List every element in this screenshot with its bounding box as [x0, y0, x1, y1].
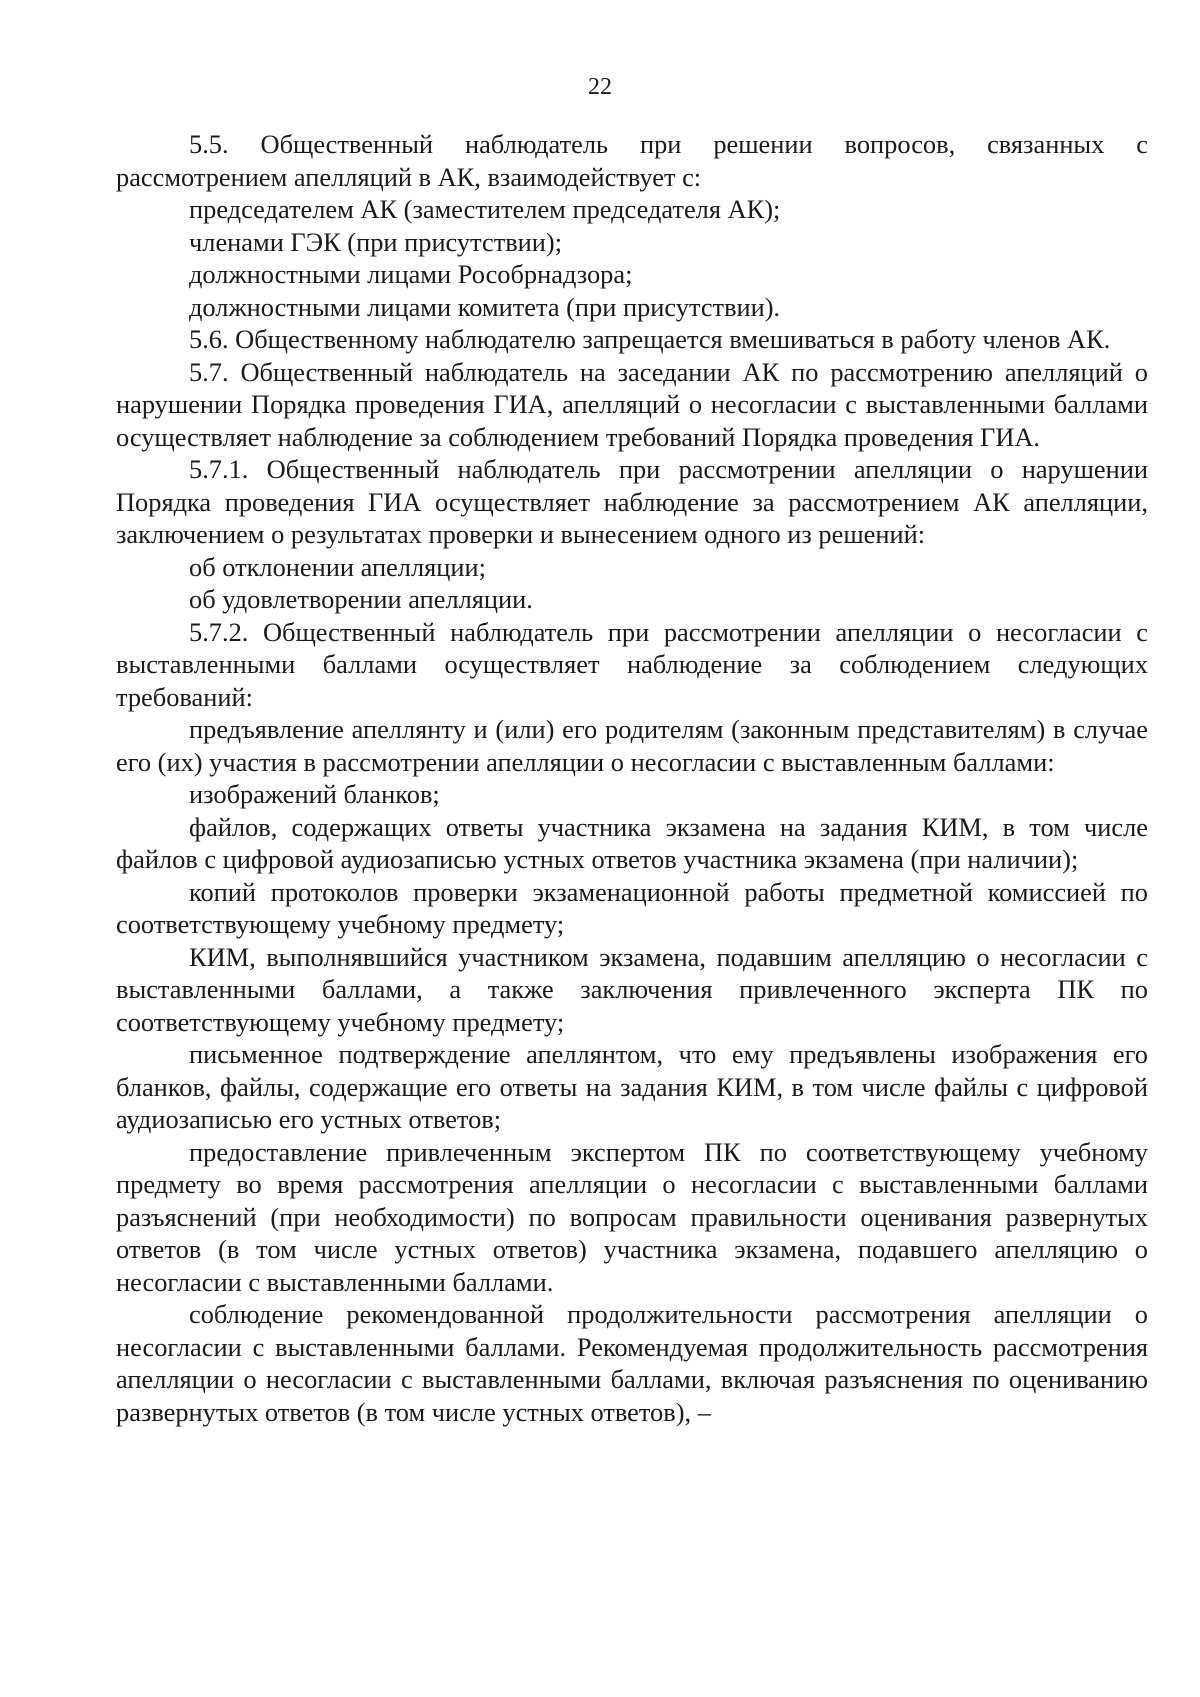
paragraph: предъявление апеллянту и (или) его родителям (законным представителям) в случае его (их) участия в рассмотрении апелляции о несогласии с выставленным баллами: [116, 714, 1148, 777]
paragraph-5-7: 5.7. Общественный наблюдатель на заседании АК по рассмотрению апелляций о нарушении Порядка проведения ГИА, апелляций о несогласии с выставленными баллами осуществляет наблюдение за соблюдением требований Порядка проведения ГИА. [116, 356, 1148, 452]
list-item: председателем АК (заместителем председателя АК); [189, 194, 781, 224]
paragraph-5-7-1: 5.7.1. Общественный наблюдатель при рассмотрении апелляции о нарушении Порядка проведения ГИА осуществляет наблюдение за рассмотрением АК апелляции, заключением о результатах проверки и вынесением одного из решений: [116, 454, 1148, 549]
paragraph: соблюдение рекомендованной продолжительности рассмотрения апелляции о несогласии с выставленными баллами. Рекомендуемая продолжительность рассмотрения апелляции о несогласии с выставленными баллами, включая разъяснения по оцениванию развернутых ответов (в том числе устных ответов), – [116, 1299, 1148, 1427]
paragraph: файлов, содержащих ответы участника экзамена на задания КИМ, в том числе файлов с цифровой аудиозаписью устных ответов участника экзамена (при наличии); [116, 811, 1148, 874]
paragraph-5-5: 5.5. Общественный наблюдатель при решении вопросов, связанных с рассмотрением апелляций в АК, взаимодействует с: [116, 129, 1148, 192]
paragraph: письменное подтверждение апеллянтом, что ему предъявлены изображения его бланков, файлы, содержащие его ответы на задания КИМ, в том числе файлы с цифровой аудиозаписью его устных ответов; [116, 1039, 1148, 1134]
paragraph: копий протоколов проверки экзаменационной работы предметной комиссией по соответствующему учебному предмету; [116, 876, 1148, 939]
list-item: должностными лицами комитета (при присутствии). [189, 291, 781, 322]
list-item: изображений бланков; [189, 779, 440, 809]
paragraph-5-7-2: 5.7.2. Общественный наблюдатель при рассмотрении апелляции о несогласии с выставленными баллами осуществляет наблюдение за соблюдением следующих требований: [116, 616, 1148, 712]
list-item: членами ГЭК (при присутствии); [189, 226, 563, 257]
paragraph: предоставление привлеченным экспертом ПК по соответствующему учебному предмету во время рассмотрения апелляции о несогласии с выставленными баллами разъяснений (при необходимости) по вопросам правильности оценивания развернутых ответов (в том числе устных ответов) участника экзамена, подавшего апелляцию о несогласии с выставленными баллами. [116, 1136, 1148, 1297]
document-body [116, 128, 1148, 1428]
list-item: об удовлетворении апелляции. [189, 584, 533, 614]
paragraph-5-6: 5.6. Общественному наблюдателю запрещается вмешиваться в работу членов АК. [189, 324, 1111, 354]
list-item: должностными лицами Рособрнадзора; [189, 259, 633, 289]
page-number: 22 [588, 74, 612, 100]
list-item: об отклонении апелляции; [189, 551, 486, 582]
paragraph: КИМ, выполнявшийся участником экзамена, подавшим апелляцию о несогласии с выставленными баллами, а также заключения привлеченного эксперта ПК по соответствующему учебному предмету; [116, 941, 1148, 1037]
